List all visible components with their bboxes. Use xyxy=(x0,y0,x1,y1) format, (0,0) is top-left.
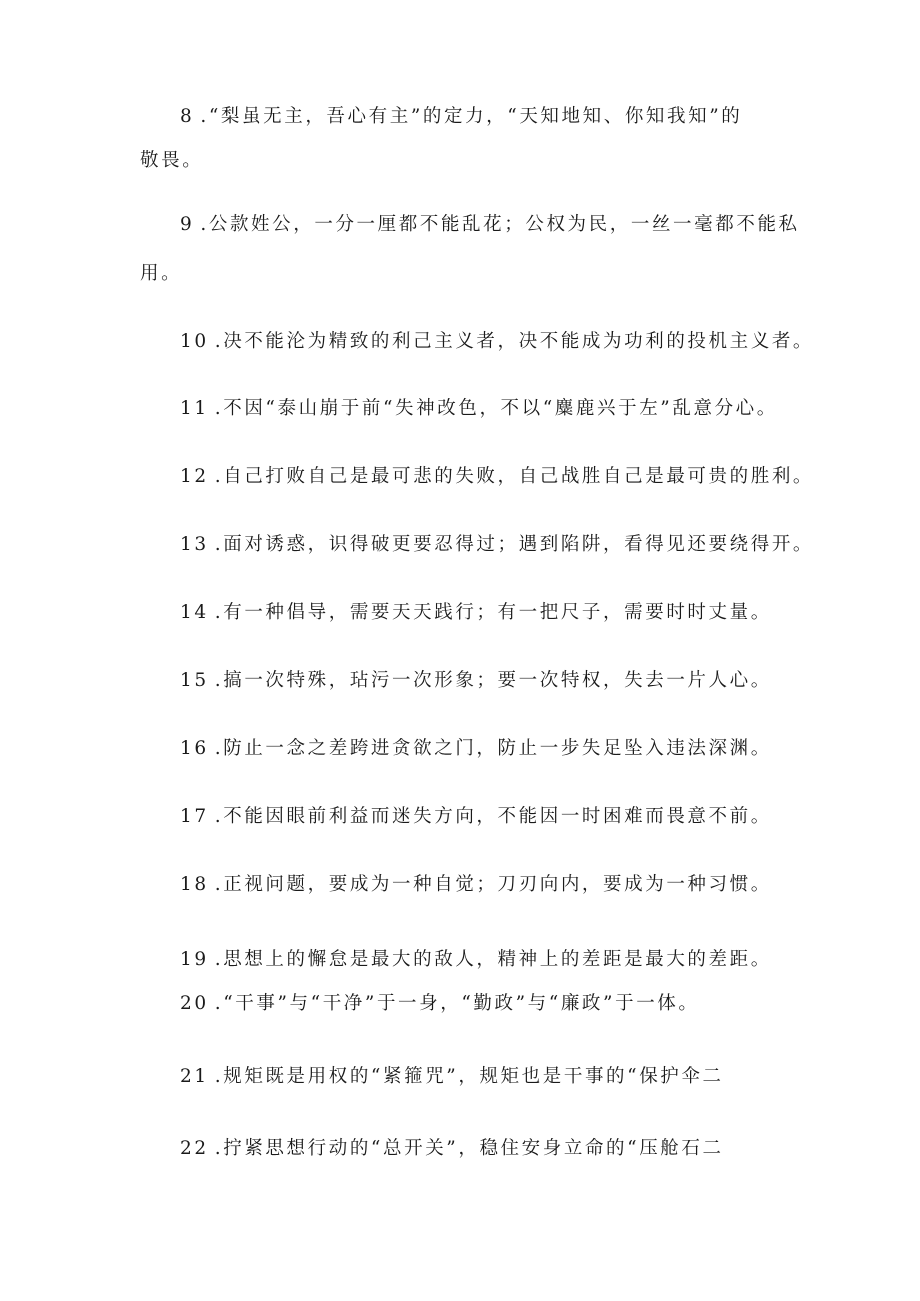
item-number: 11 xyxy=(180,398,209,419)
item-number: 21 xyxy=(180,1066,209,1087)
item-number: 15 xyxy=(180,670,209,691)
item-text: .不因“泰山崩于前“失神改色，不以“麋鹿兴于左”乱意分心。 xyxy=(214,398,778,419)
item-text: .正视问题，要成为一种自觉；刀刃向内，要成为一种习惯。 xyxy=(214,874,772,895)
item-18 xyxy=(180,876,772,895)
item-number: 22 xyxy=(180,1138,209,1159)
item-16 xyxy=(180,740,772,759)
item-text: .面对诱惑，识得破更要忍得过；遇到陷阱，看得见还要绕得开。 xyxy=(214,534,815,555)
item-number: 19 xyxy=(180,949,209,970)
item-text: .“梨虽无主，吾心有主”的定力，“天知地知、你知我知”的 xyxy=(200,106,743,127)
item-21 xyxy=(180,1068,724,1087)
item-text: .思想上的懈怠是最大的敌人，精神上的差距是最大的差距。 xyxy=(214,949,772,970)
item-20 xyxy=(180,995,700,1014)
item-number: 16 xyxy=(180,738,209,759)
item-text: .自己打败自己是最可悲的失败，自己战胜自己是最可贵的胜利。 xyxy=(214,466,815,487)
item-text: .搞一次特殊，玷污一次形象；要一次特权，失去一片人心。 xyxy=(214,670,772,691)
item-number: 10 xyxy=(180,331,209,352)
item-9 xyxy=(180,216,800,235)
item-number: 18 xyxy=(180,874,209,895)
item-number: 20 xyxy=(180,993,209,1014)
item-text-continuation: 敬畏。 xyxy=(140,150,204,171)
item-19 xyxy=(180,951,772,970)
item-number: 12 xyxy=(180,466,209,487)
item-8 xyxy=(180,108,742,127)
item-12 xyxy=(180,468,814,487)
item-22 xyxy=(180,1140,724,1159)
item-number: 14 xyxy=(180,602,209,623)
item-8-continuation xyxy=(140,152,203,171)
item-text: .防止一念之差跨进贪欲之门，防止一步失足坠入违法深渊。 xyxy=(214,738,772,759)
item-10 xyxy=(180,333,814,352)
item-text: .决不能沦为精致的利己主义者，决不能成为功利的投机主义者。 xyxy=(214,331,815,352)
item-number: 9 xyxy=(180,214,195,235)
item-number: 8 xyxy=(180,106,195,127)
item-text: .有一种倡导，需要天天践行；有一把尺子，需要时时丈量。 xyxy=(214,602,772,623)
item-11 xyxy=(180,400,778,419)
item-text-continuation: 用。 xyxy=(140,263,183,284)
item-text: .拧紧思想行动的“总开关”，稳住安身立命的“压舱石二 xyxy=(214,1138,724,1159)
item-text: .“干事”与“干净”于一身，“勤政”与“廉政”于一体。 xyxy=(214,993,700,1014)
item-17 xyxy=(180,808,772,827)
item-9-continuation xyxy=(140,265,182,284)
item-text: .规矩既是用权的“紧箍咒”，规矩也是干事的“保护伞二 xyxy=(214,1066,724,1087)
item-number: 17 xyxy=(180,806,209,827)
item-14 xyxy=(180,604,772,623)
item-number: 13 xyxy=(180,534,209,555)
item-text: .不能因眼前利益而迷失方向，不能因一时困难而畏意不前。 xyxy=(214,806,772,827)
item-13 xyxy=(180,536,814,555)
item-text: .公款姓公，一分一厘都不能乱花；公权为民，一丝一毫都不能私 xyxy=(200,214,800,235)
item-15 xyxy=(180,672,772,691)
